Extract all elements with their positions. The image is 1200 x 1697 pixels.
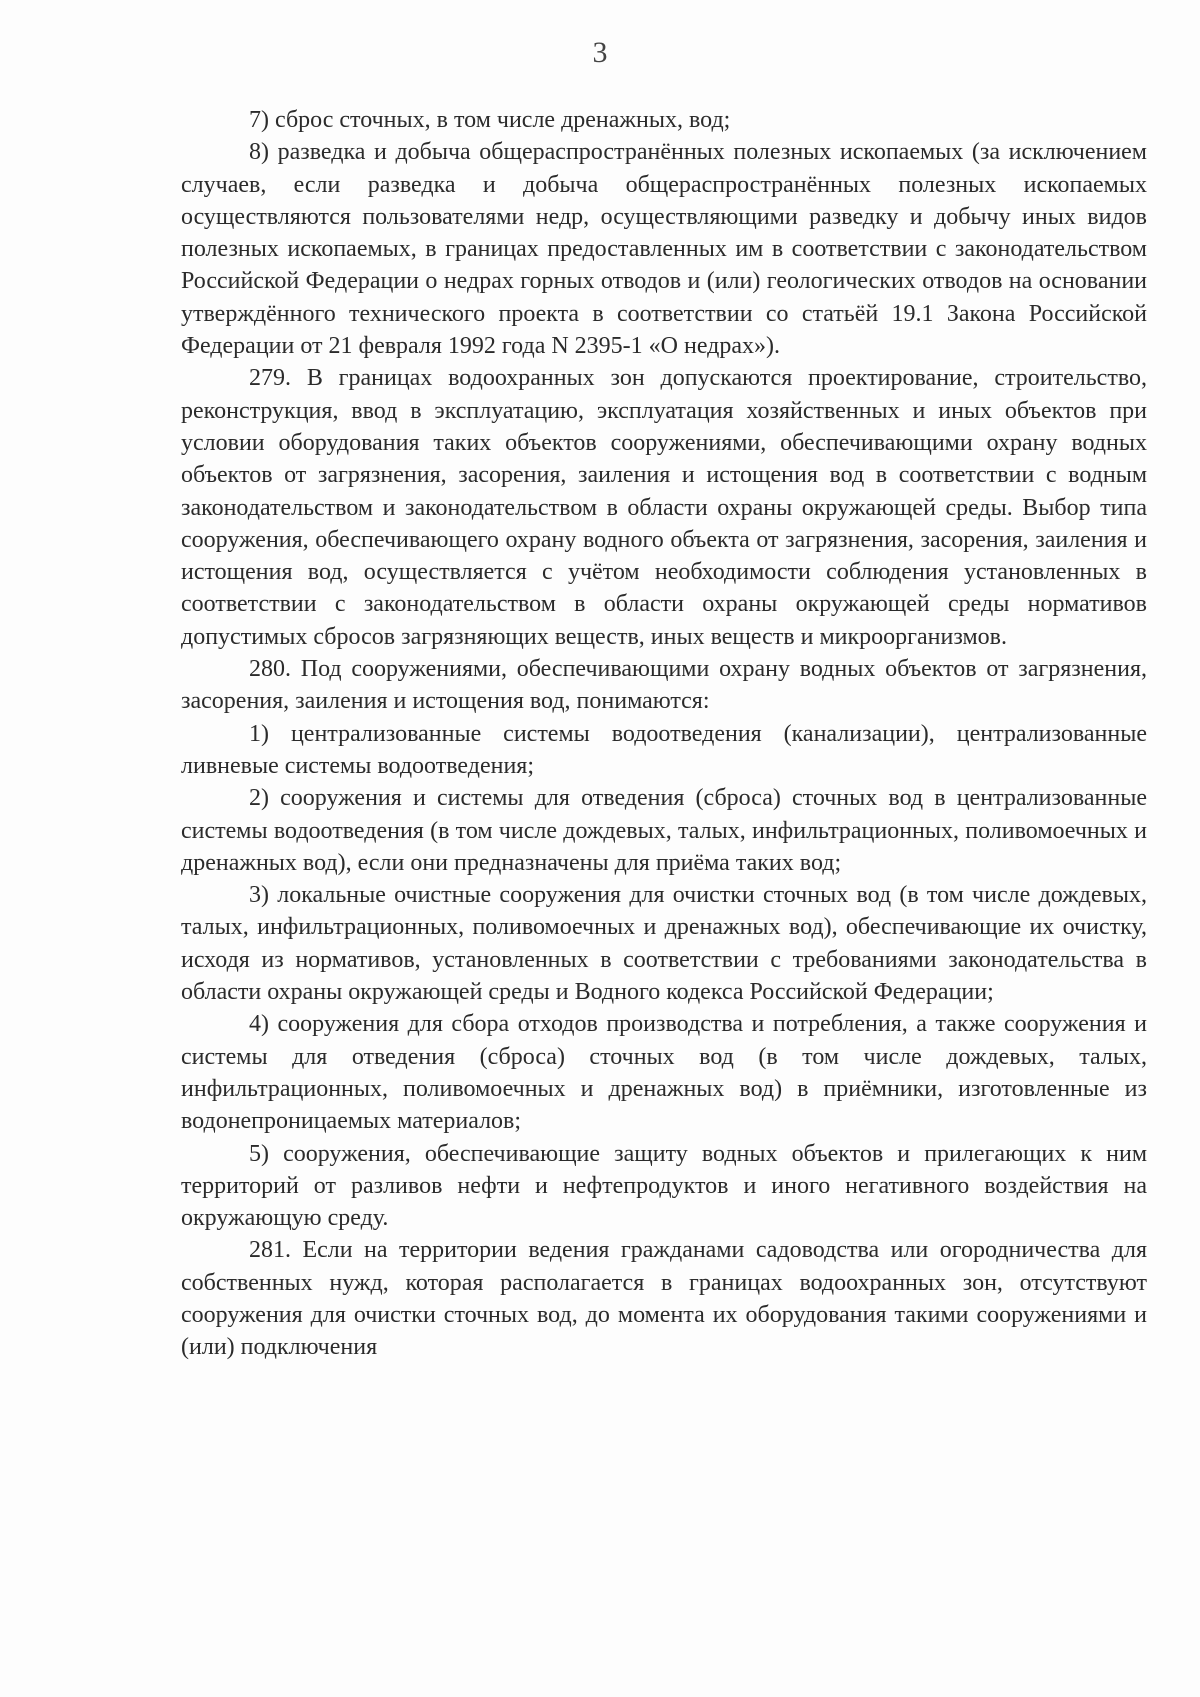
paragraph-280: 280. Под сооружениями, обеспечивающими охрану водных объектов от загрязнения, засорения, заиления и истощения вод, понимаются:: [181, 656, 1147, 715]
document-body: [181, 104, 1147, 1364]
paragraph-279: 279. В границах водоохранных зон допускаются проектирование, строительство, реконструкция, ввод в эксплуатацию, эксплуатация хозяйственных и иных объектов при условии оборудования таких объектов сооружениями, обеспечивающими охрану водных объектов от загрязнения, засорения, заиления и истощения вод в соответствии с водным законодательством и законодательством в области охраны окружающей среды. Выбор типа сооружения, обеспечивающего охрану водного объекта от загрязнения, засорения, заиления и истощения вод, осуществляется с учётом необходимости соблюдения установленных в соответствии с законодательством в области охраны окружающей среды нормативов допустимых сбросов загрязняющих веществ, иных веществ и микроорганизмов.: [181, 365, 1147, 650]
paragraph-item-7: 7) сброс сточных, в том числе дренажных, вод;: [249, 107, 731, 133]
paragraph-281: 281. Если на территории ведения гражданами садоводства или огородничества для собственных нужд, которая располагается в границах водоохранных зон, отсутствуют сооружения для очистки сточных вод, до момента их оборудования такими сооружениями и (или) подключения: [181, 1237, 1147, 1361]
paragraph-280-item-5: 5) сооружения, обеспечивающие защиту водных объектов и прилегающих к ним территорий от разливов нефти и нефтепродуктов и иного негативного воздействия на окружающую среду.: [181, 1140, 1147, 1232]
paragraph-280-item-2: 2) сооружения и системы для отведения (сброса) сточных вод в централизованные системы водоотведения (в том числе дождевых, талых, инфильтрационных, поливомоечных и дренажных вод), если они предназначены для приёма таких вод;: [181, 785, 1147, 876]
paragraph-280-item-1: 1) централизованные системы водоотведения (канализации), централизованные ливневые системы водоотведения;: [181, 720, 1147, 779]
paragraph-280-item-3: 3) локальные очистные сооружения для очистки сточных вод (в том числе дождевых, талых, инфильтрационных, поливомоечных и дренажных вод), обеспечивающие их очистку, исходя из нормативов, установленных в соответствии с требованиями законодательства в области охраны окружающей среды и Водного кодекса Российской Федерации;: [181, 882, 1147, 1006]
paragraph-280-item-4: 4) сооружения для сбора отходов производства и потребления, а также сооружения и системы для отведения (сброса) сточных вод (в том числе дождевых, талых, инфильтрационных, поливомоечных и дренажных вод) в приёмники, изготовленные из водонепроницаемых материалов;: [181, 1011, 1147, 1135]
page-number: 3: [592, 36, 608, 69]
paragraph-item-8: 8) разведка и добыча общераспространённых полезных ископаемых (за исключением случаев, если разведка и добыча общераспространённых полезных ископаемых осуществляются пользователями недр, осуществляющими разведку и добычу иных видов полезных ископаемых, в границах предоставленных им в соответствии с законодательством Российской Федерации о недрах горных отводов и (или) геологических отводов на основании утверждённого технического проекта в соответствии со статьёй 19.1 Закона Российской Федерации от 21 февраля 1992 года N 2395-1 «О недрах»).: [181, 139, 1147, 360]
